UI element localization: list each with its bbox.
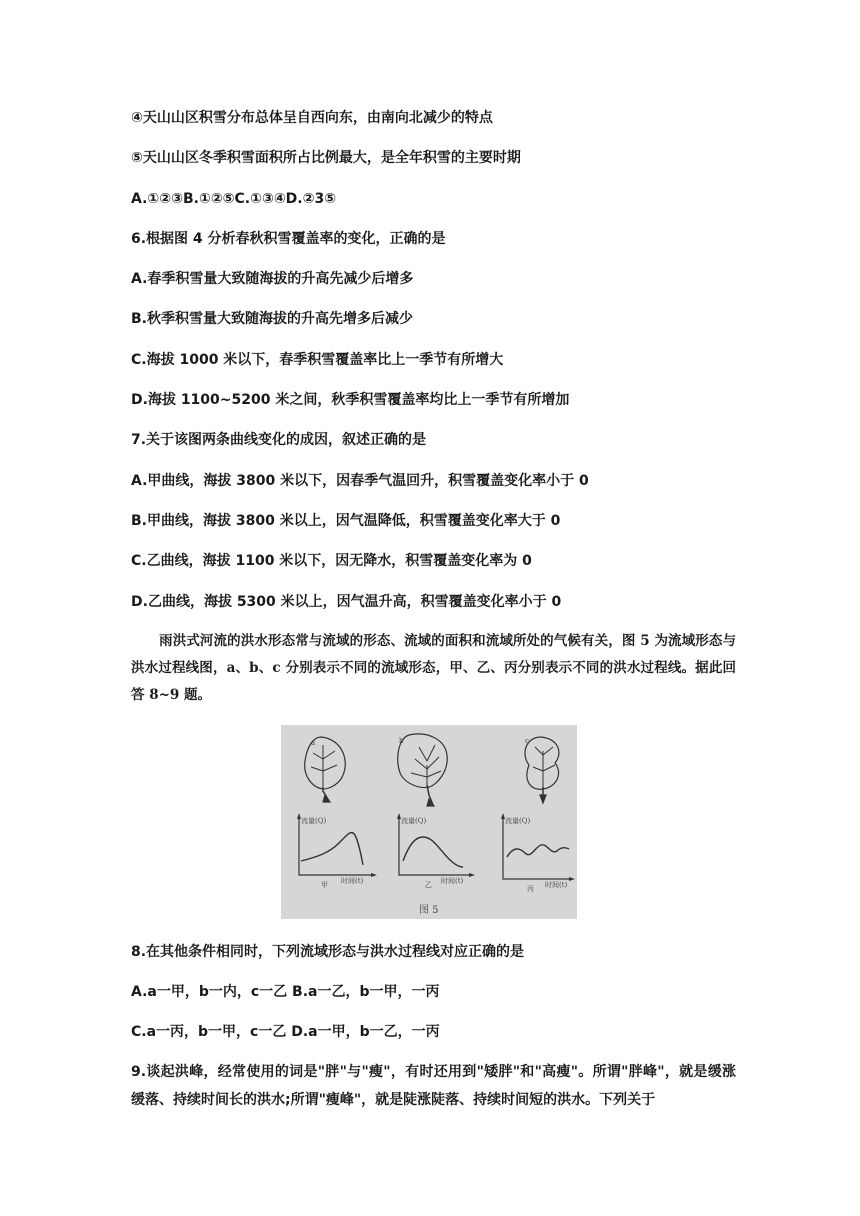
- basin-a-label: a: [311, 739, 316, 747]
- q5-options: A.①②③B.①②⑤C.①③④D.②3⑤: [131, 191, 337, 207]
- q8-options-cd: C.a一丙，b一甲，c一乙 D.a一甲，b一乙，一丙: [131, 1024, 440, 1040]
- question-8: 8.在其他条件相同时，下列流域形态与洪水过程线对应正确的是: [131, 944, 525, 960]
- q6-option-a: A.春季积雪量大致随海拔的升高先减少后增多: [131, 271, 414, 287]
- hydrograph-yi: [397, 813, 475, 889]
- curve-label-yi: 乙: [425, 881, 432, 889]
- x-axis-label-yi: 时间(t): [441, 877, 464, 885]
- question-9-text: 9.谈起洪峰，经常使用的词是"胖"与"瘦"，有时还用到"矮胖"和"高瘦"。所谓"胖峰"，就是缓涨缓落、持续时间长的洪水;所谓"瘦峰"，就是陡涨陡落、持续时间短的洪水。下列关于: [131, 1064, 736, 1108]
- question-7: 7.关于该图两条曲线变化的成因，叙述正确的是: [131, 432, 427, 448]
- hydrograph-bing: [501, 813, 575, 893]
- passage-text: 雨洪式河流的洪水形态常与流域的形态、流域的面积和流域所处的气候有关，图 5 为流域形态与洪水过程线图，a、b、c 分别表示不同的流域形态，甲、乙、丙分别表示不同的洪水过程线。据此回答 8~9 题。: [131, 633, 736, 703]
- question-9: [131, 1058, 736, 1114]
- q8-options-ab: A.a一甲，b一内，c一乙 B.a一乙，b一甲，一丙: [131, 984, 440, 1000]
- figure-5-drawing: [281, 725, 577, 919]
- passage-paragraph: [131, 628, 736, 709]
- basin-c-label: c: [525, 737, 529, 745]
- curve-label-jia: 甲: [321, 881, 328, 889]
- y-axis-label-yi: 流量(Q): [401, 817, 427, 825]
- q6-option-d: D.海拔 1100~5200 米之间，秋季积雪覆盖率均比上一季节有所增加: [131, 392, 570, 408]
- q6-option-c: C.海拔 1000 米以下，春季积雪覆盖率比上一季节有所增大: [131, 352, 504, 368]
- figure-5: [281, 725, 577, 919]
- q7-option-d: D.乙曲线，海拔 5300 米以上，因气温升高，积雪覆盖变化率小于 0: [131, 594, 562, 610]
- question-6: 6.根据图 4 分析春秋积雪覆盖率的变化，正确的是: [131, 231, 446, 247]
- y-axis-label-jia: 流量(Q): [301, 817, 327, 825]
- curve-label-bing: 丙: [527, 885, 534, 893]
- x-axis-label-bing: 时间(t): [545, 881, 568, 889]
- hydrograph-jia: [297, 813, 377, 889]
- q6-option-b: B.秋季积雪量大致随海拔的升高先增多后减少: [131, 311, 413, 327]
- q7-option-c: C.乙曲线，海拔 1100 米以下，因无降水，积雪覆盖变化率为 0: [131, 553, 532, 569]
- x-axis-label-jia: 时间(t): [341, 877, 364, 885]
- figure-caption: 图 5: [419, 905, 439, 916]
- item-4: ④天山山区积雪分布总体呈自西向东，由南向北减少的特点: [131, 110, 493, 126]
- basin-b: [398, 734, 447, 806]
- q7-option-a: A.甲曲线，海拔 3800 米以下，因春季气温回升，积雪覆盖变化率小于 0: [131, 473, 589, 489]
- basin-b-label: b: [399, 737, 404, 745]
- item-5: ⑤天山山区冬季积雪面积所占比例最大，是全年积雪的主要时期: [131, 150, 521, 166]
- q7-option-b: B.甲曲线，海拔 3800 米以上，因气温降低，积雪覆盖变化率大于 0: [131, 513, 561, 529]
- basin-a: [305, 737, 346, 802]
- basin-c: [525, 737, 559, 803]
- y-axis-label-bing: 流量(Q): [505, 817, 531, 825]
